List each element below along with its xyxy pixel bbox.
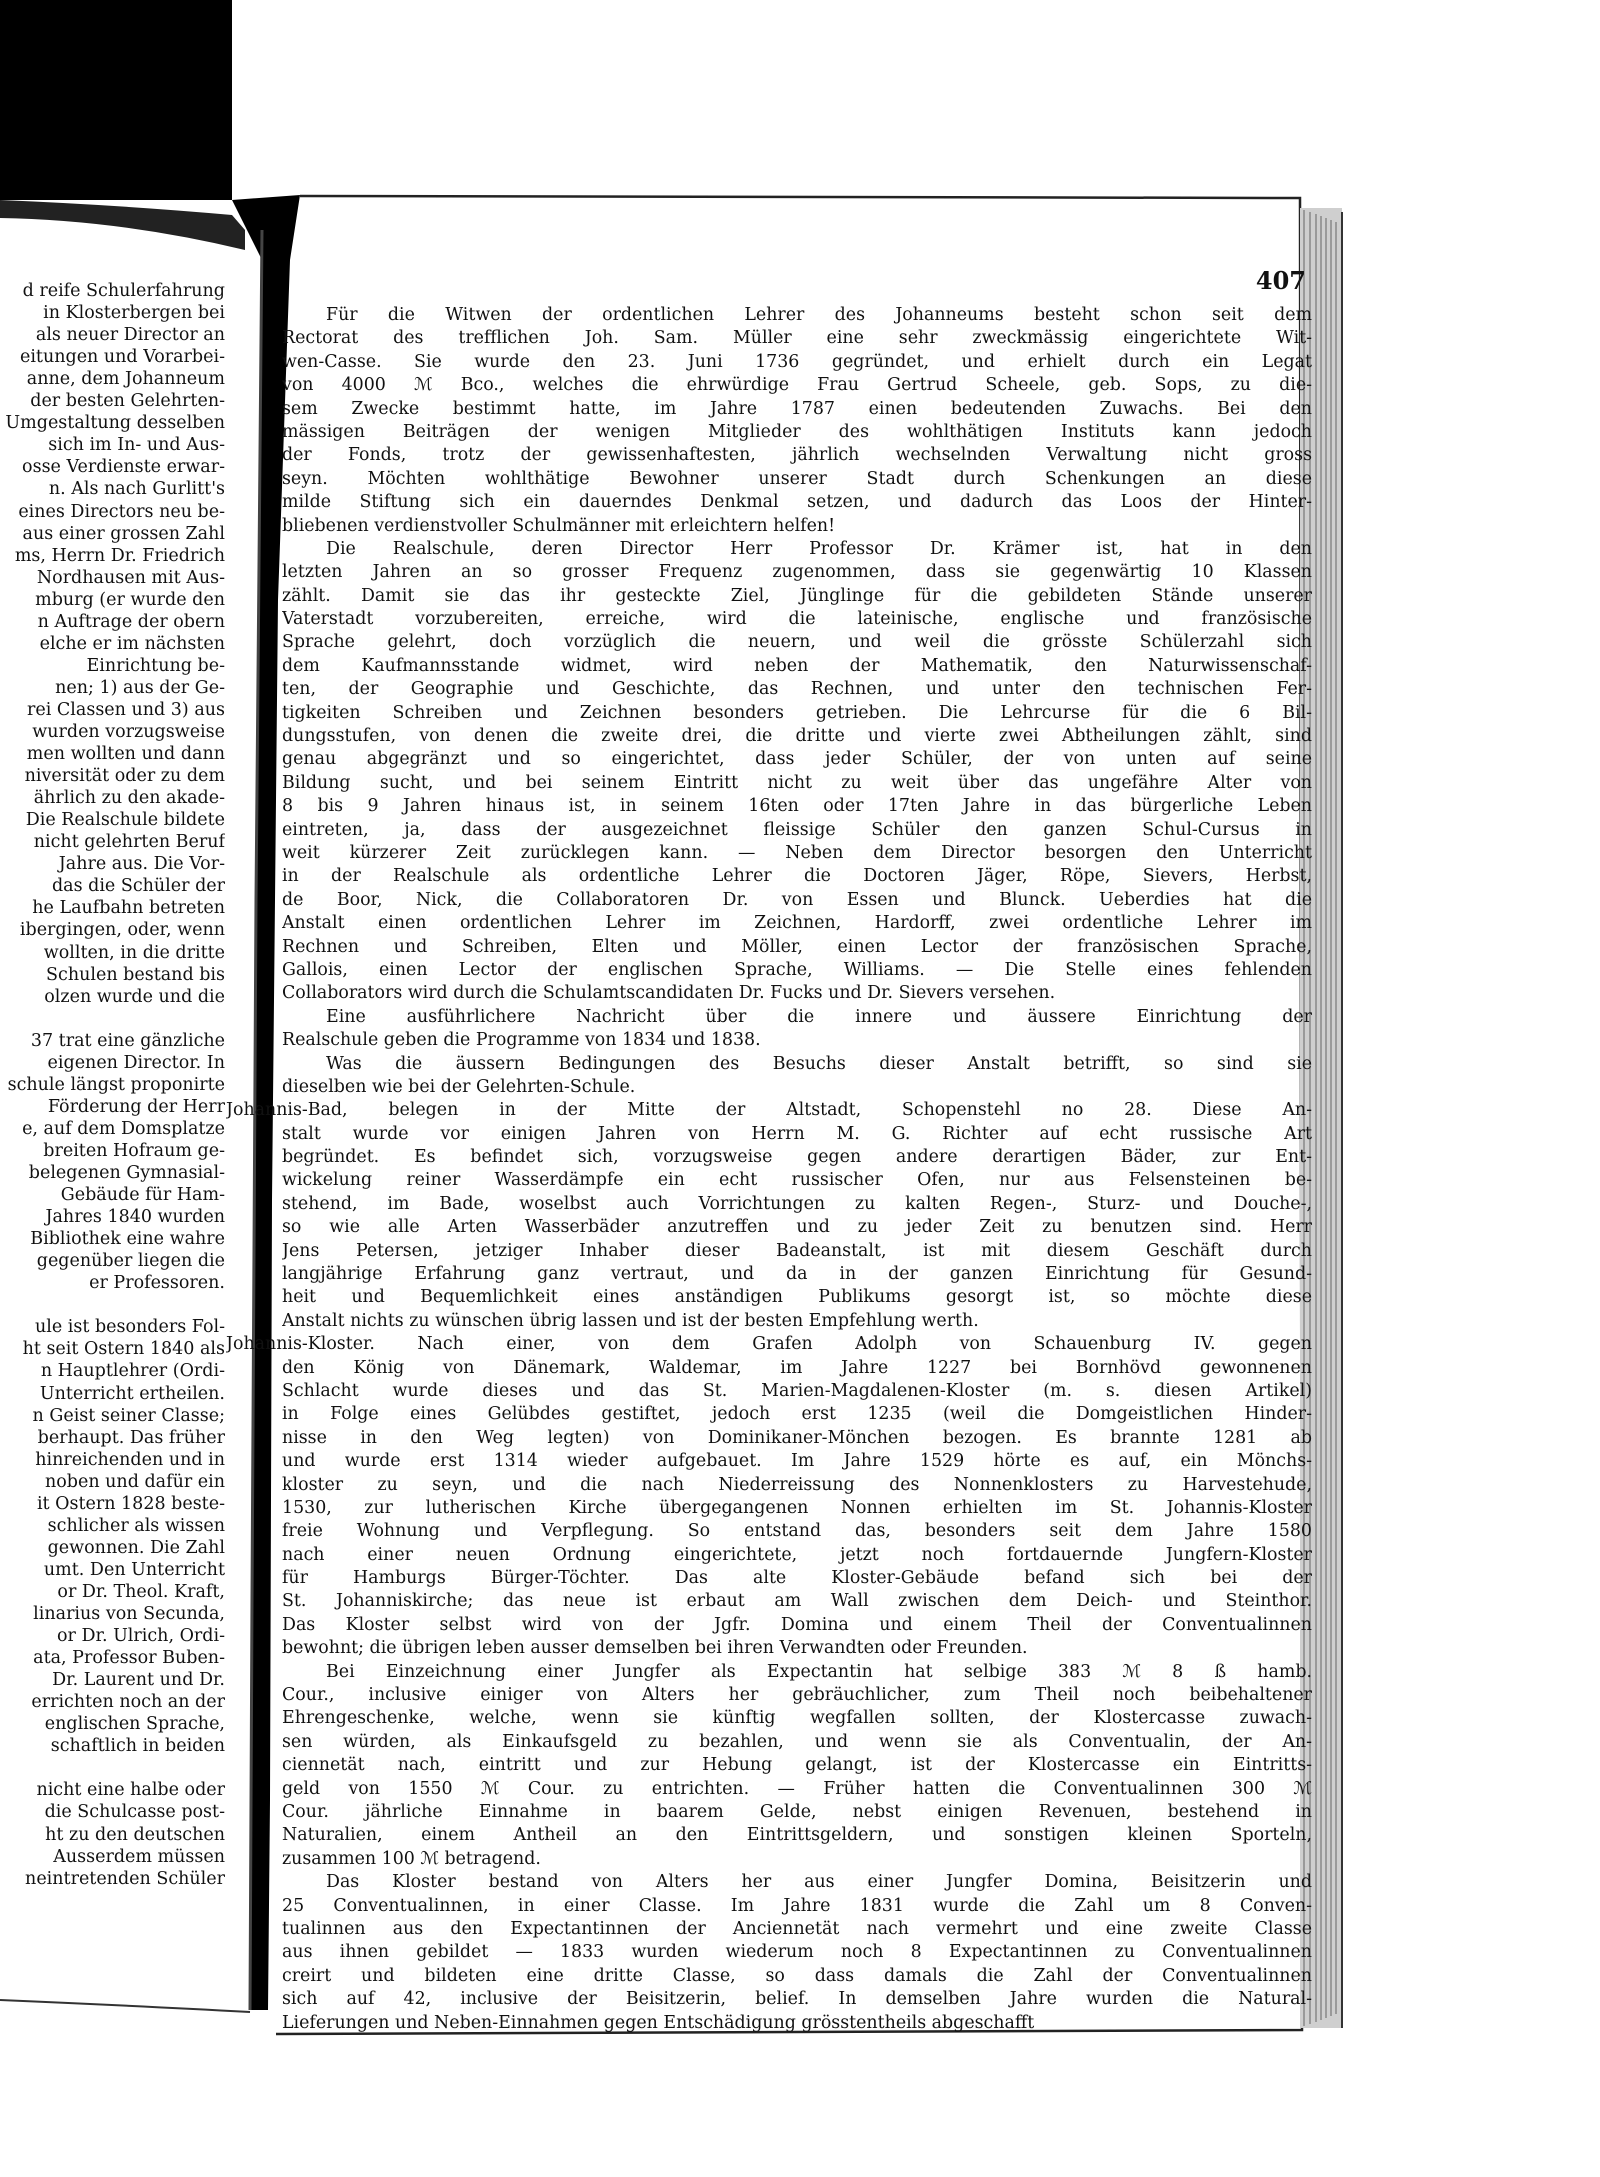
facing-page-line: er Professoren. xyxy=(89,1273,225,1294)
facing-page-line: belegenen Gymnasial- xyxy=(28,1163,225,1183)
facing-page-line: gewonnen. Die Zahl xyxy=(47,1537,225,1558)
text-line: den König von Dänemark, Waldemar, im Jahre 1227 bei Bornhövd gewonnenen xyxy=(282,1357,1312,1378)
text-line: Realschule geben die Programme von 1834 und 1838. xyxy=(282,1030,761,1051)
facing-page-line: hinreichenden und in xyxy=(35,1449,225,1470)
text-line: dem Kaufmannsstande widmet, wird neben der Mathematik, den Naturwissenschaf- xyxy=(282,655,1312,676)
text-line: ten, der Geographie und Geschichte, das Rechnen, und unter den technischen Fer- xyxy=(282,679,1312,700)
facing-page-line: n Geist seiner Classe; xyxy=(32,1405,225,1426)
text-line: bewohnt; die übrigen leben ausser demselben bei ihren Verwandten oder Freunden. xyxy=(282,1638,1028,1659)
text-line: Schlacht wurde dieses und das St. Marien-Magdalenen-Kloster (m. s. diesen Artikel) xyxy=(282,1380,1312,1401)
text-line: Was die äussern Bedingungen des Besuchs dieser Anstalt betrifft, so sind sie xyxy=(326,1053,1312,1074)
facing-page-line: osse Verdienste erwar- xyxy=(22,457,225,478)
facing-page-line: Gebäude für Ham- xyxy=(60,1185,225,1206)
facing-page-line: or Dr. Theol. Kraft, xyxy=(57,1581,225,1602)
facing-page-line: ms, Herrn Dr. Friedrich xyxy=(14,545,225,566)
facing-page-line: or Dr. Ulrich, Ordi- xyxy=(57,1626,225,1647)
text-line: nisse in den Weg legten) von Dominikaner-Mönchen bezogen. Es brannte 1281 ab xyxy=(282,1427,1312,1448)
facing-page-line: wurden vorzugsweise xyxy=(32,722,225,742)
facing-page-line: Dr. Laurent und Dr. xyxy=(52,1670,225,1691)
facing-page-line: ule ist besonders Fol- xyxy=(34,1317,225,1338)
facing-page-line xyxy=(0,1008,225,1030)
text-line: Eine ausführlichere Nachricht über die innere und äussere Einrichtung der xyxy=(326,1006,1312,1027)
text-line: Bei Einzeichnung einer Jungfer als Expectantin hat selbige 383 ℳ 8 ß hamb. xyxy=(326,1661,1312,1682)
text-line: weit kürzerer Zeit zurücklegen kann. — Neben dem Director besorgen den Unterricht xyxy=(282,842,1312,863)
facing-page-line: ährlich zu den akade- xyxy=(33,788,225,809)
facing-page-line: men wollten und dann xyxy=(26,744,225,765)
text-line: sen würden, als Einkaufsgeld zu bezahlen, und wenn sie als Conventualin, der An- xyxy=(282,1731,1312,1752)
facing-page-line: in Klosterbergen bei xyxy=(43,303,225,324)
text-line: Ehrengeschenke, welche, wenn sie künftig wegfallen sollten, der Klostercasse zuwach- xyxy=(282,1708,1312,1729)
facing-page-line: nen; 1) aus der Ge- xyxy=(55,677,225,698)
facing-page-line: das die Schüler der xyxy=(51,876,225,897)
facing-page-line: ht zu den deutschen xyxy=(45,1824,225,1845)
text-line: nach einer neuen Ordnung eingerichtete, jetzt noch fortdauernde Jungfern-Kloster xyxy=(282,1544,1312,1565)
facing-page-line: eigenen Director. In xyxy=(47,1052,225,1073)
main-page xyxy=(226,248,1312,2048)
facing-page-line: umt. Den Unterricht xyxy=(43,1559,225,1580)
facing-page-line: Jahre aus. Die Vor- xyxy=(58,854,225,875)
page-body-text xyxy=(226,304,1312,2035)
text-line: ciennetät nach, eintritt und zur Hebung gelangt, ist der Klostercasse ein Eintritts- xyxy=(282,1755,1312,1776)
text-line: Collaborators wird durch die Schulamtscandidaten Dr. Fucks und Dr. Sievers versehen. xyxy=(282,983,1056,1004)
facing-page-line: linarius von Secunda, xyxy=(33,1604,225,1624)
facing-page-line: e, auf dem Domsplatze xyxy=(22,1118,225,1139)
facing-page-line: Die Realschule bildete xyxy=(25,810,225,831)
facing-page-line: he Laufbahn betreten xyxy=(32,898,225,919)
page-number: 407 xyxy=(1255,266,1306,295)
facing-page-line: aus einer grossen Zahl xyxy=(22,523,225,544)
facing-page-line: d reife Schulerfahrung xyxy=(22,281,225,301)
text-line: Rechnen und Schreiben, Elten und Möller, einen Lector der französischen Sprache, xyxy=(282,936,1312,957)
text-line: mässigen Beiträgen der wenigen Mitglieder des wohlthätigen Instituts kann jedoch xyxy=(282,421,1312,442)
left-page-edge-top xyxy=(0,200,245,250)
text-line: von 4000 ℳ Bco., welches die ehrwürdige Frau Gertrud Scheele, geb. Sops, zu die- xyxy=(282,375,1312,396)
text-line: tualinnen aus den Expectantinnen der Anciennetät nach vermehrt und eine zweite Classe xyxy=(282,1918,1312,1939)
facing-page-line: eines Directors neu be- xyxy=(18,501,225,522)
facing-page-line: niversität oder zu dem xyxy=(24,766,225,787)
text-line: in Folge eines Gelübdes gestiftet, jedoch erst 1235 (weil die Domgeistlichen Hinder- xyxy=(282,1404,1312,1425)
text-line: genau abgegränzt und so eingerichtet, dass jeder Schüler, der von unten auf seine xyxy=(282,749,1312,770)
facing-page-line: elche er im nächsten xyxy=(39,633,225,654)
text-line: langjährige Erfahrung ganz vertraut, und da in der ganzen Einrichtung für Gesund- xyxy=(282,1264,1312,1285)
text-line: de Boor, Nick, die Collaboratoren Dr. von Essen und Blunck. Ueberdies hat die xyxy=(282,889,1312,910)
facing-page-fragment xyxy=(0,280,225,1900)
facing-page-line: rei Classen und 3) aus xyxy=(27,699,225,720)
text-line: dieselben wie bei der Gelehrten-Schule. xyxy=(282,1076,636,1097)
facing-page-line xyxy=(0,1757,225,1779)
text-line: wickelung reiner Wasserdämpfe ein echt russischer Ofen, nur aus Felsensteinen be- xyxy=(282,1170,1312,1191)
facing-page-line: als neuer Director an xyxy=(35,325,225,346)
facing-page-line: neintretenden Schüler xyxy=(25,1868,225,1889)
text-line: Lieferungen und Neben-Einnahmen gegen Entschädigung grösstentheils abgeschafft xyxy=(282,2012,1035,2033)
text-line: seyn. Möchten wohlthätige Bewohner unserer Stadt durch Schenkungen an diese xyxy=(282,468,1312,489)
text-line: Das Kloster bestand von Alters her aus einer Jungfer Domina, Beisitzerin und xyxy=(326,1872,1312,1893)
facing-page-line: Schulen bestand bis xyxy=(46,964,225,985)
top-binding-shadow xyxy=(0,0,232,200)
left-page-bottom-edge xyxy=(0,2000,250,2012)
text-line: stehend, im Bade, woselbst auch Vorrichtungen zu kalten Regen-, Sturz- und Douche-, xyxy=(282,1193,1312,1214)
text-line: letzten Jahren an so grosser Frequenz zugenommen, dass sie gegenwärtig 10 Klassen xyxy=(282,562,1312,583)
facing-page-line: schlicher als wissen xyxy=(47,1515,225,1536)
facing-page-line: schule längst proponirte xyxy=(7,1074,225,1095)
text-line: dungsstufen, von denen die zweite drei, die dritte und vierte zwei Abtheilungen zählt, sind xyxy=(282,726,1312,747)
text-line: zusammen 100 ℳ betragend. xyxy=(282,1848,541,1869)
facing-page-line: n Hauptlehrer (Ordi- xyxy=(40,1361,225,1382)
text-line: St. Johanniskirche; das neue ist erbaut am Wall zwischen dem Deich- und Steinthor. xyxy=(282,1591,1312,1612)
text-line: Johannis-Kloster. Nach einer, von dem Grafen Adolph von Schauenburg IV. gegen xyxy=(226,1334,1312,1355)
facing-page-line: noben und dafür ein xyxy=(44,1471,225,1492)
text-line: geld von 1550 ℳ Cour. zu entrichten. — Früher hatten die Conventualinnen 300 ℳ xyxy=(282,1778,1312,1799)
text-line: Anstalt einen ordentlichen Lehrer im Zeichnen, Hardorff, zwei ordentliche Lehrer im xyxy=(282,913,1312,934)
facing-page-line: nicht eine halbe oder xyxy=(36,1780,225,1801)
facing-page-line xyxy=(0,1294,225,1316)
facing-page-line: nicht gelehrten Beruf xyxy=(33,832,225,853)
text-line: Cour., inclusive einiger von Alters her gebräuchlicher, zum Theil noch beibehaltener xyxy=(282,1685,1312,1706)
text-line: für Hamburgs Bürger-Töchter. Das alte Kloster-Gebäude befand sich bei der xyxy=(282,1568,1312,1589)
facing-page-line: Förderung der Herr xyxy=(47,1096,225,1117)
facing-page-line: wollten, in die dritte xyxy=(43,942,225,963)
facing-page-line: Bibliothek eine wahre xyxy=(30,1229,225,1250)
text-line: begründet. Es befindet sich, vorzugsweise gegen andere derartigen Bäder, zur Ent- xyxy=(282,1147,1312,1168)
facing-page-line: sich im In- und Aus- xyxy=(48,435,225,456)
facing-page-line: Einrichtung be- xyxy=(86,655,225,676)
text-line: eintreten, ja, dass der ausgezeichnet fleissige Schüler den ganzen Schul-Cursus in xyxy=(282,819,1312,840)
facing-page-line: Umgestaltung desselben xyxy=(5,413,225,434)
facing-page-line: breiten Hofraum ge- xyxy=(43,1140,225,1161)
facing-page-line: der besten Gelehrten- xyxy=(30,391,225,412)
text-line: Cour. jährliche Einnahme in baarem Gelde, nebst einigen Revenuen, bestehend in xyxy=(282,1802,1312,1822)
facing-page-line: ht seit Ostern 1840 als xyxy=(22,1339,225,1360)
text-line: milde Stiftung sich ein dauerndes Denkmal setzen, und dadurch das Loos der Hinter- xyxy=(282,492,1312,513)
text-line: Bildung sucht, und bei seinem Eintritt nicht zu weit über das ungefähre Alter von xyxy=(282,772,1312,793)
facing-page-line: schaftlich in beiden xyxy=(50,1736,225,1757)
text-line: zählt. Damit sie das ihr gesteckte Ziel, Jünglinge für die gebildeten Stände unserer xyxy=(282,585,1312,606)
text-line: Jens Petersen, jetziger Inhaber dieser Badeanstalt, ist mit diesem Geschäft durch xyxy=(282,1240,1312,1261)
facing-page-line: englischen Sprache, xyxy=(44,1714,225,1735)
text-line: in der Realschule als ordentliche Lehrer die Doctoren Jäger, Röpe, Sievers, Herbst, xyxy=(282,866,1312,887)
text-line: Vaterstadt vorzubereiten, erreiche, wird die lateinische, englische und französische xyxy=(282,609,1312,630)
text-line: und wurde erst 1314 wieder aufgebauet. Im Jahre 1529 hörte es auf, ein Mönchs- xyxy=(282,1451,1312,1472)
text-line: creirt und bildeten eine dritte Classe, so dass damals die Zahl der Conventualinnen xyxy=(282,1965,1312,1986)
facing-page-line: Unterricht ertheilen. xyxy=(39,1383,225,1404)
text-line: Das Kloster selbst wird von der Jgfr. Domina und einem Theil der Conventualinnen xyxy=(282,1614,1312,1635)
text-line: 25 Conventualinnen, in einer Classe. Im Jahre 1831 wurde die Zahl um 8 Conven- xyxy=(282,1895,1312,1916)
text-line: bliebenen verdienstvoller Schulmänner mit erleichtern helfen! xyxy=(282,515,836,536)
facing-page-line: 37 trat eine gänzliche xyxy=(30,1030,225,1051)
text-line: Gallois, einen Lector der englischen Sprache, Williams. — Die Stelle eines fehlenden xyxy=(282,959,1312,980)
text-line: Rectorat des trefflichen Joh. Sam. Müller eine sehr zweckmässig eingerichtete Wit- xyxy=(282,328,1312,349)
text-line: sem Zwecke bestimmt hatte, im Jahre 1787 einen bedeutenden Zuwachs. Bei den xyxy=(282,398,1312,419)
facing-page-line: Nordhausen mit Aus- xyxy=(36,567,225,588)
facing-page-line: n Auftrage der obern xyxy=(37,611,225,632)
facing-page-line: gegenüber liegen die xyxy=(36,1251,225,1272)
facing-page-line: ata, Professor Buben- xyxy=(33,1648,225,1669)
text-line: aus ihnen gebildet — 1833 wurden wiederum noch 8 Expectantinnen zu Conventualinnen xyxy=(282,1942,1312,1963)
text-line: 8 bis 9 Jahren hinaus ist, in seinem 16ten oder 17ten Jahre in das bürgerliche Leben xyxy=(282,796,1312,817)
text-line: Sprache gelehrt, doch vorzüglich die neuern, und weil die grösste Schülerzahl sich xyxy=(282,632,1312,653)
facing-page-line: errichten noch an der xyxy=(31,1692,225,1713)
facing-page-line: berhaupt. Das früher xyxy=(37,1427,225,1448)
text-line: freie Wohnung und Verpflegung. So entstand das, besonders seit dem Jahre 1580 xyxy=(282,1521,1312,1542)
text-line: Anstalt nichts zu wünschen übrig lassen und ist der besten Empfehlung werth. xyxy=(282,1310,979,1331)
text-line: der Fonds, trotz der gewissenhaftesten, jährlich wechselnden Verwaltung nicht gross xyxy=(282,445,1312,466)
text-line: sich auf 42, inclusive der Beisitzerin, belief. In demselben Jahre wurden die Natural- xyxy=(282,1989,1312,2010)
text-line: Die Realschule, deren Director Herr Professor Dr. Krämer ist, hat in den xyxy=(326,538,1312,559)
text-line: heit und Bequemlichkeit eines anständigen Publikums gesorgt ist, so möchte diese xyxy=(282,1287,1312,1308)
facing-page-line: olzen wurde und die xyxy=(44,986,225,1007)
facing-page-line: die Schulcasse post- xyxy=(44,1802,225,1823)
text-line: 1530, zur lutherischen Kirche übergegangenen Nonnen erhielten im St. Johannis-Kloster xyxy=(282,1497,1312,1518)
text-line: stalt wurde vor einigen Jahren von Herrn M. G. Richter auf echt russische Art xyxy=(282,1123,1312,1144)
text-line: Naturalien, einem Antheil an den Eintrittsgeldern, und sonstigen kleinen Sporteln, xyxy=(282,1825,1312,1846)
text-line: tigkeiten Schreiben und Zeichnen besonders getrieben. Die Lehrcurse für die 6 Bil- xyxy=(282,702,1312,723)
facing-page-line: anne, dem Johanneum xyxy=(26,369,225,390)
text-line: Für die Witwen der ordentlichen Lehrer des Johanneums besteht schon seit dem xyxy=(326,305,1312,325)
text-line: so wie alle Arten Wasserbäder anzutreffen und zu jeder Zeit zu benutzen sind. Herr xyxy=(282,1217,1312,1238)
text-line: kloster zu seyn, und die nach Niederreissung des Nonnenklosters zu Harvestehude, xyxy=(282,1474,1312,1495)
facing-page-line: n. Als nach Gurlitt's xyxy=(48,479,225,500)
facing-page-line: Jahres 1840 wurden xyxy=(45,1207,225,1228)
text-line: wen-Casse. Sie wurde den 23. Juni 1736 gegründet, und erhielt durch ein Legat xyxy=(282,351,1312,372)
facing-page-line: mburg (er wurde den xyxy=(35,589,225,610)
facing-page-line: ibergingen, oder, wenn xyxy=(19,920,225,941)
text-line: Johannis-Bad, belegen in der Mitte der Altstadt, Schopenstehl no 28. Diese An- xyxy=(226,1100,1312,1121)
facing-page-line: eitungen und Vorarbei- xyxy=(19,347,225,368)
facing-page-line: it Ostern 1828 beste- xyxy=(36,1493,225,1514)
facing-page-line: Ausserdem müssen xyxy=(53,1846,225,1867)
